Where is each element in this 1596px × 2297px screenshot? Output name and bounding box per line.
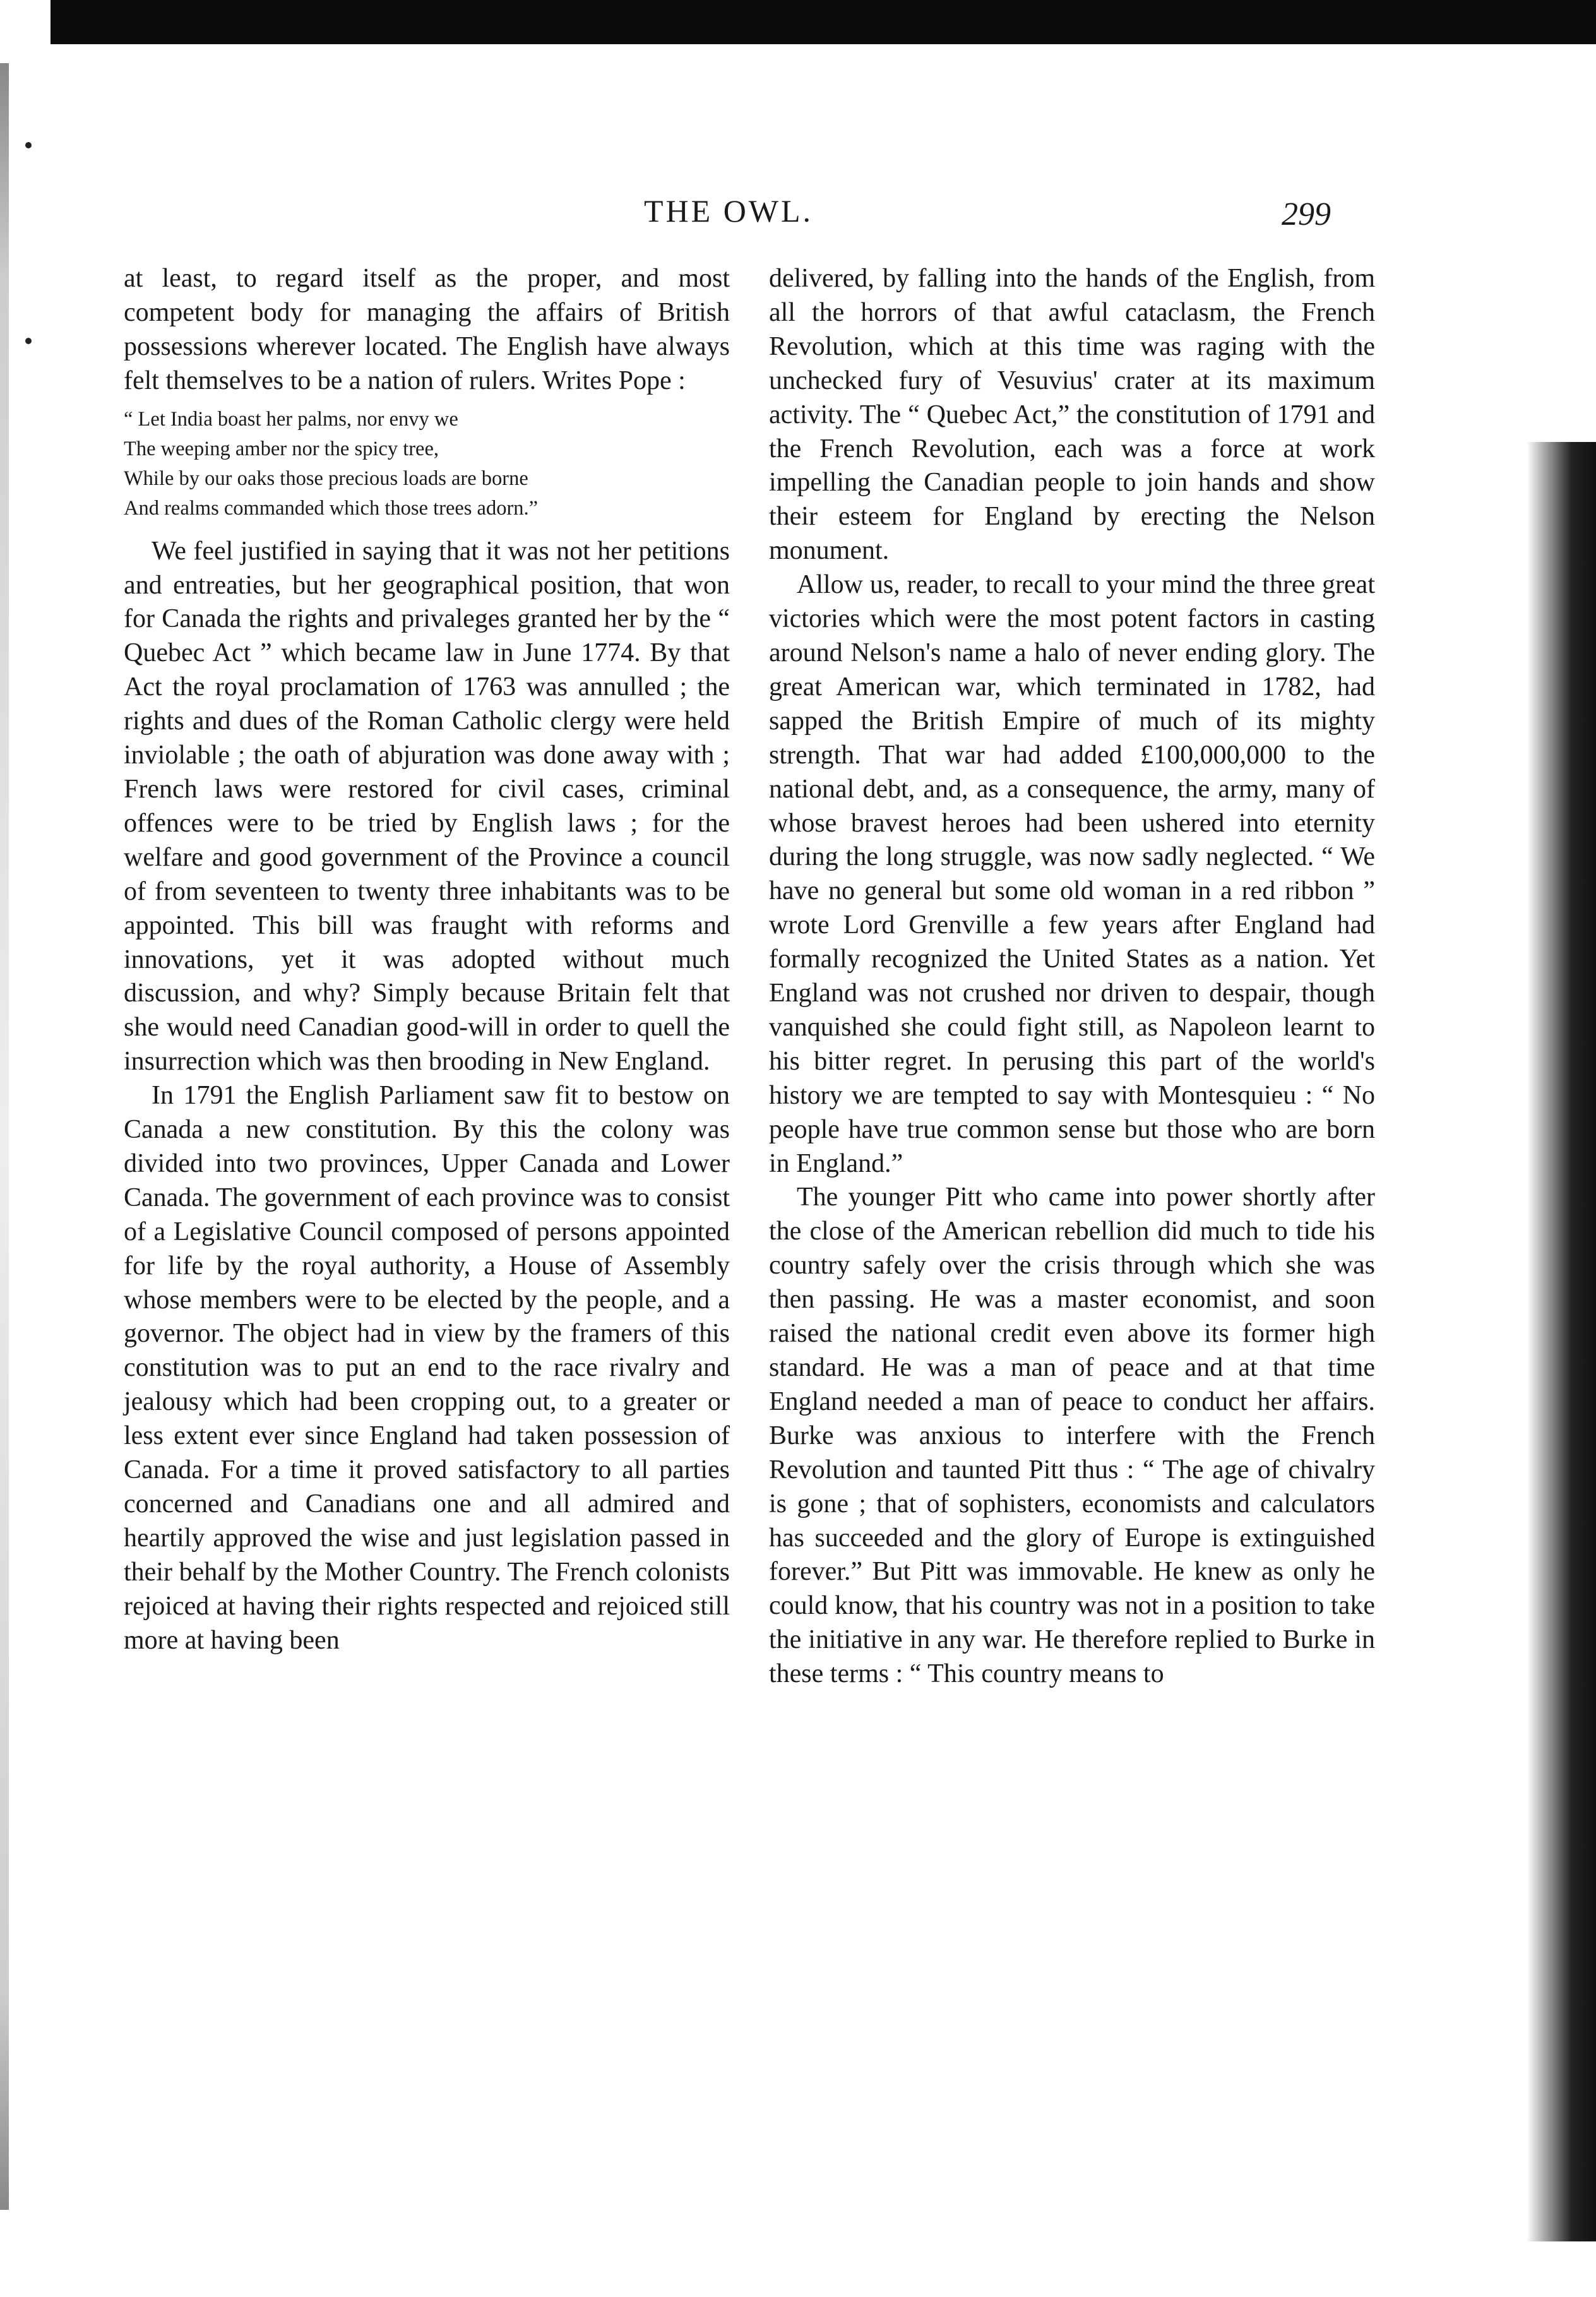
verse-quote [124,405,730,523]
verse-line: “ Let India boast her palms, nor envy we [124,407,458,431]
paragraph: We feel justified in saying that it was not her petitions and entreaties, but her geographical position, that won for Canada the rights and privaleges granted her by the “ Quebec Act ” which became law in June 1774. By that Act the royal proclamation of 1763 was annulled ; the rights and dues of the Roman Catholic clergy were held inviolable ; the oath of abjuration was done away with ; French laws were restored for civil cases, criminal offences were to be tried by English laws ; for the welfare and good government of the Province a council of from seventeen to twenty three inhabitants was to be appointed. This bill was fraught with reforms and innovations, yet it was adopted without much discussion, and why? Simply because Britain felt that she would need Canadian good-will in order to quell the insurrection which was then brooding in New England. [124,536,730,1077]
verse-line: The weeping amber nor the spicy tree, [124,437,439,460]
paragraph: delivered, by falling into the hands of the English, from all the horrors of that awful cataclasm, the French Revolution, which at this time was raging with the unchecked fury of Vesuvius' crater at its maximum activity. The “ Quebec Act,” the constitution of 1791 and the French Revolution, each was a force at work impelling the Canadian people to join hands and show their esteem for England by erecting the Nelson monument. [769,264,1375,566]
right-column [769,262,1375,1691]
paragraph: The younger Pitt who came into power shortly after the close of the American rebellion did much to tide his country safely over the crisis through which she was then passing. He was a master economist, and soon raised the national credit even above its former high standard. He was a man of peace and at that time England needed a man of peace to conduct her affairs. Burke was anxious to interfere with the French Revolution and taunted Pitt thus : “ The age of chivalry is gone ; that of sophisters, economists and calculators has succeeded and the glory of Europe is extinguished forever.” But Pitt was immovable. He knew as only he could know, that his country was not in a position to take the initiative in any war. He therefore replied to Burke in these terms : “ This country means to [769,1183,1375,1689]
scan-border-top [51,0,1596,44]
left-column [124,262,730,1658]
paragraph: In 1791 the English Parliament saw fit to bestow on Canada a new constitution. By this the colony was divided into two provinces, Upper Canada and Lower Canada. The government of each province was to consist of a Legislative Council composed of persons appointed for life by the royal authority, a House of Assembly whose members were to be elected by the people, and a governor. The object had in view by the framers of this constitution was to put an end to the race rivalry and jealousy which had been cropping out, to a greater or less extent ever since England had taken possession of Canada. For a time it proved satisfactory to all parties concerned and Canadians one and all admired and heartily approved the wise and just legislation passed in their behalf by the Mother Country. The French colonists rejoiced at having their rights respected and rejoiced still more at having been [124,1081,730,1655]
verse-line: While by our oaks those precious loads are borne [124,467,528,490]
paragraph: at least, to regard itself as the proper, and most competent body for managing the affairs of British possessions wherever located. The English have always felt themselves to be a nation of rulers. Writes Pope : [124,264,730,395]
scan-speck [25,142,32,148]
paragraph: Allow us, reader, to recall to your mind the three great victories which were the most potent factors in casting around Nelson's name a halo of never ending glory. The great American war, which terminated in 1782, had sapped the British Empire of much of its mighty strength. That war had added £100,000,000 to the national debt, and, as a consequence, the army, many of whose bravest heroes had been ushered into eternity during the long struggle, was now sadly neglected. “ We have no general but some old woman in a red ribbon ” wrote Lord Grenville a few years after England had formally recognized the United States as a nation. Yet England was not crushed nor driven to despair, though vanquished she could fight still, as Napoleon learnt to his bitter regret. In perusing this part of the world's history we are tempted to say with Montesquieu : “ No people have true common sense but those who are born in England.” [769,570,1375,1178]
scan-speck [25,338,32,344]
verse-line: And realms commanded which those trees adorn.” [124,496,539,520]
scan-border-right [1527,442,1596,2241]
page-number: 299 [1282,196,1331,232]
running-head: THE OWL. [644,193,814,229]
scan-border-left [0,63,9,2210]
